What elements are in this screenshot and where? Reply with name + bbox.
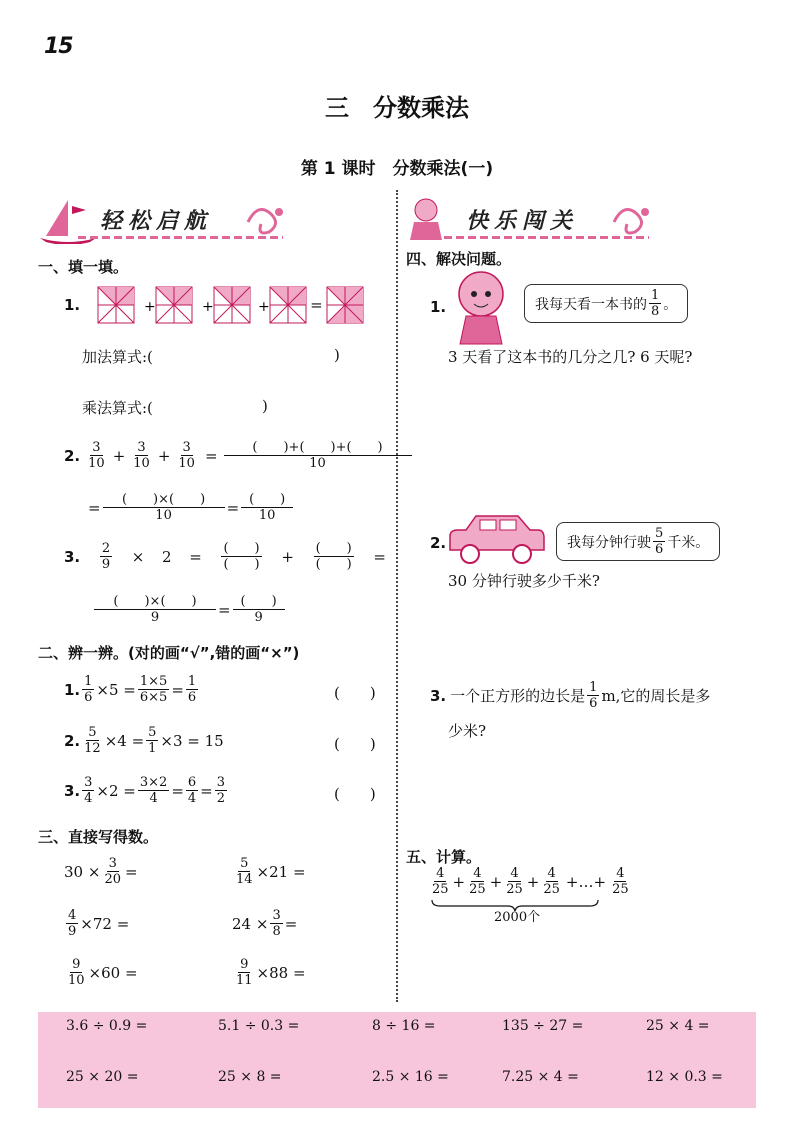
add-expression-line <box>82 346 340 367</box>
square-result <box>323 285 367 325</box>
footer-r1-c2: 5.1 ÷ 0.3 = <box>218 1018 300 1034</box>
chapter-title: 三 分数乘法 <box>325 94 469 122</box>
add-close: ) <box>334 346 340 364</box>
page-number: 15 <box>44 34 73 59</box>
right-banner <box>404 196 654 244</box>
right-banner-title: 快乐闯关 <box>466 209 579 234</box>
q3-blank-fraction-1: $\frac{( )}{( )}$ <box>223 541 260 572</box>
column-divider <box>396 190 398 1002</box>
q1-equals: = <box>310 296 323 314</box>
footer-r2-c2: 25 × 8 = <box>218 1069 282 1085</box>
mul-label: 乘法算式:( <box>82 399 153 417</box>
q2-fraction-3: $\frac{3}{10}$ <box>178 440 195 471</box>
banner-underline <box>444 236 649 239</box>
left-banner-title: 轻松启航 <box>100 209 213 234</box>
square-1 <box>98 287 134 323</box>
problem2-number: 2. <box>430 534 447 552</box>
banner-underline <box>78 236 283 239</box>
sum-count-label: 2000个 <box>494 910 541 925</box>
calc-item-6: $\frac{9}{11}$ ×88 = <box>236 957 306 988</box>
footer-r1-c1: 3.6 ÷ 0.9 = <box>66 1018 148 1034</box>
svg-text:+: + <box>202 299 214 315</box>
svg-text:+: + <box>258 299 270 315</box>
section1-title: 一、填一填。 <box>38 258 129 276</box>
wavy-border <box>38 1008 756 1016</box>
q3-line1: 3. $\frac{2}{9}$ × 2 = $\frac{( )}{( )}$ + $\frac{( )}{( )}$ = <box>64 541 386 572</box>
calc-item-5: $\frac{9}{10}$ ×60 = <box>68 957 138 988</box>
lesson-title: 第 1 课时 分数乘法(一) <box>300 159 494 179</box>
add-label: 加法算式:( <box>82 348 153 366</box>
q2-line2-fraction-2: $\frac{( )}{10}$ <box>243 492 291 523</box>
swirl-ornament-icon <box>243 202 288 238</box>
problem3-line2: 少米? <box>448 722 487 740</box>
q3-line2-fraction-1: $\frac{( )\times( )}{9}$ <box>96 594 214 625</box>
footer-r2-c1: 25 × 20 = <box>66 1069 139 1085</box>
calc-item-3: $\frac{4}{9}$ ×72 = <box>68 908 130 939</box>
footer-r1-c5: 25 × 4 = <box>646 1018 710 1034</box>
footer-r2-c3: 2.5 × 16 = <box>372 1069 449 1085</box>
footer-r1-c4: 135 ÷ 27 = <box>502 1018 584 1034</box>
problem2-question: 30 分钟行驶多少千米? <box>448 572 600 590</box>
q2-line2-fraction-1: $\frac{( )\times( )}{10}$ <box>105 492 223 523</box>
footer-r1-c3: 8 ÷ 16 = <box>372 1018 436 1034</box>
sum-expression: $\frac{4}{25}$ + $\frac{4}{25}$ + $\frac{4}{25}$ + $\frac{4}{25}$ +…+ $\frac{4}{25}$ <box>432 866 629 897</box>
swirl-ornament-icon <box>609 202 654 238</box>
car-icon <box>446 512 546 568</box>
q2-line2: = $\frac{( )\times( )}{10}$ = $\frac{( )}{10}$ <box>88 492 293 523</box>
footer-r2-c5: 12 × 0.3 = <box>646 1069 723 1085</box>
problem1-number: 1. <box>430 298 447 316</box>
girl-cartoon-icon <box>448 268 514 346</box>
q2-line1: 2. $\frac{3}{10}$ + $\frac{3}{10}$ + $\frac{3}{10}$ = $\frac{( )+( )+( )}{10}$ <box>64 440 412 471</box>
square-4 <box>270 287 306 323</box>
problem1-speech-bubble: 我每天看一本书的 $\frac{1}{8}$ 。 <box>524 284 688 323</box>
q3-line2: $\frac{( )\times( )}{9}$ = $\frac{( )}{9}$ <box>94 594 285 625</box>
footer-r2-c4: 7.25 × 4 = <box>502 1069 579 1085</box>
q3-line2-fraction-2: $\frac{( )}{9}$ <box>235 594 283 625</box>
judge-item-2: 2. $\frac{5}{12}$ ×4 = $\frac{5}{1}$ ×3 = 15 <box>64 725 224 756</box>
mul-expression-line <box>82 397 268 418</box>
q2-fraction-1: $\frac{3}{10}$ <box>88 440 105 471</box>
q2-fraction-2: $\frac{3}{10}$ <box>133 440 150 471</box>
calc-item-1: 30 × $\frac{3}{20}$ = <box>64 856 138 887</box>
section4-title: 四、解决问题。 <box>406 250 512 268</box>
calc-item-4: 24 × $\frac{3}{8}$ = <box>232 908 298 939</box>
problem2-speech-bubble: 我每分钟行驶 $\frac{5}{6}$ 千米。 <box>556 522 720 561</box>
section3-title: 三、直接写得数。 <box>38 828 159 846</box>
q2-number: 2. <box>64 446 81 465</box>
fraction-squares-figure <box>84 285 316 325</box>
problem1-question: 3 天看了这本书的几分之几? 6 天呢? <box>448 348 693 366</box>
q2-big-fraction: $\frac{( )+( )+( )}{10}$ <box>226 440 410 471</box>
mul-close: ) <box>262 397 268 415</box>
section2-title: 二、辨一辨。(对的画“√”,错的画“×”) <box>38 644 300 662</box>
q1-squares-row <box>64 285 367 325</box>
problem3-line1: 3. 一个正方形的边长是 $\frac{1}{6}$ m,它的周长是多 <box>430 680 711 711</box>
q3-blank-fraction-2: $\frac{( )}{( )}$ <box>315 541 352 572</box>
square-2 <box>156 287 192 323</box>
q3-fraction: $\frac{2}{9}$ <box>101 541 111 572</box>
q1-number: 1. <box>64 296 81 314</box>
judge-answer-3[interactable]: ( ) <box>334 785 376 803</box>
judge-item-3: 3. $\frac{3}{4}$ ×2 = $\frac{3\times 2}{4}$ = $\frac{6}{4}$ = $\frac{3}{2}$ <box>64 775 226 806</box>
judge-item-1: 1. $\frac{1}{6}$ ×5 = $\frac{1\times 5}{6\times 5}$ = $\frac{1}{6}$ <box>64 674 197 705</box>
section5-title: 五、计算。 <box>406 848 482 866</box>
calc-item-2: $\frac{5}{14}$ ×21 = <box>236 856 306 887</box>
q3-number: 3. <box>64 547 81 566</box>
judge-answer-1[interactable]: ( ) <box>334 684 376 702</box>
square-3 <box>214 287 250 323</box>
left-banner <box>38 196 288 244</box>
judge-answer-2[interactable]: ( ) <box>334 735 376 753</box>
svg-text:+: + <box>144 299 156 315</box>
